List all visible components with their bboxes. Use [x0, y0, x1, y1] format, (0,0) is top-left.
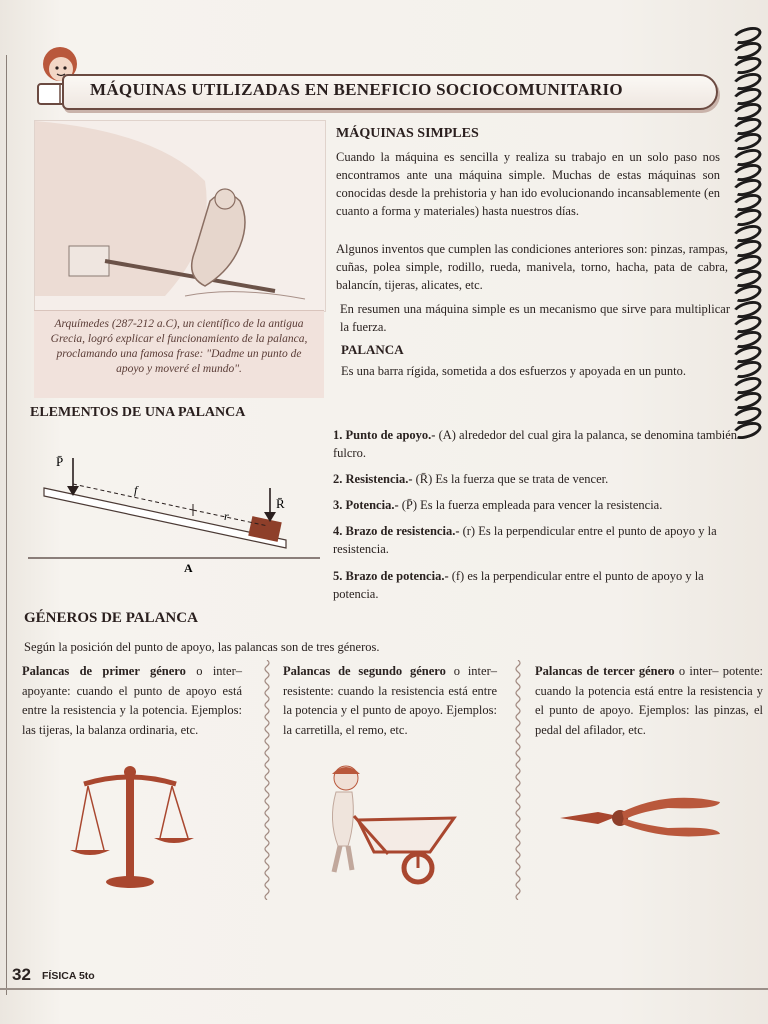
list-item-potencia [333, 496, 743, 514]
genero-head: Palancas de segundo género [283, 664, 446, 678]
label-f: f [134, 483, 138, 497]
balance-scale-icon [66, 762, 196, 892]
genero-head: Palancas de tercer género [535, 664, 675, 678]
lever-bar [44, 488, 286, 548]
list-item-text: (A) alrededor del cual gira la palanca, se denomina también fulcro. [333, 428, 738, 460]
genero-primero [22, 662, 242, 740]
list-item-brazo-resistencia [333, 522, 743, 558]
label-a: A [184, 561, 193, 575]
list-item-head: 2. Resistencia.- [333, 472, 413, 486]
label-r: r [224, 509, 229, 523]
section-title-maquinas-simples: MÁQUINAS SIMPLES [336, 126, 479, 141]
page-number: 32 [12, 965, 31, 984]
genero-text: o inter– potente: cuando la potencia está entre la resistencia y el punto de apoyo. Ejemplos: las pinzas, el pedal del afilador, etc. [535, 664, 763, 737]
footer-book-label: FÍSICA 5to [42, 970, 95, 982]
archimedes-caption: Arquímedes (287-212 a.C), un científico de la antigua Grecia, logró explicar el funcionamiento de la palanca, proclamando una famosa frase: "Dadme un punto de apoyo y moveré el mundo". [34, 310, 324, 398]
label-r-force: R̄ [276, 496, 285, 511]
list-item-brazo-potencia [333, 567, 743, 603]
paragraph-maquinas-3: En resumen una máquina simple es un mecanismo que sirve para multiplicar la fuerza. [340, 302, 730, 334]
label-p: P̄ [56, 454, 64, 469]
pliers-icon [558, 790, 726, 850]
list-item-text: (r) Es la perpendicular entre el punto de apoyo y la resistencia. [333, 524, 717, 556]
list-item-punto-apoyo [333, 426, 743, 462]
genero-segundo [283, 662, 497, 740]
paragraph-maquinas-1: Cuando la máquina es sencilla y realiza su trabajo en un solo paso nos encontramos ante una máquina simple. Muchas de estas máquinas son conocidas desde la prehistoria y han ido evolucionando incansablemente (en cuanto a forma y materiales) hasta nuestros días. [336, 150, 720, 218]
section-title-palanca: PALANCA [341, 342, 404, 357]
list-item-head: 3. Potencia.- [333, 498, 399, 512]
list-item-resistencia [333, 470, 743, 488]
list-item-text: (P̄) Es la fuerza empleada para vencer la resistencia. [398, 498, 663, 512]
list-item-head: 5. Brazo de potencia.- [333, 569, 449, 583]
list-item-text: (R̄) Es la fuerza que se trata de vencer. [412, 472, 609, 486]
page-edge [0, 55, 7, 995]
genero-text: o inter–apoyante: cuando el punto de apoyo está entre la resistencia y la potencia. Ejemplos: las tijeras, la balanza ordinaria, etc. [22, 664, 242, 737]
list-item-head: 1. Punto de apoyo.- [333, 428, 436, 442]
genero-tercero [535, 662, 763, 740]
paragraph-maquinas-2: Algunos inventos que cumplen las condiciones anteriores son: pinzas, rampas, cuñas, polea simple, rodillo, rueda, manivela, torno, hacha, pata de cabra, balancín, tijeras, alicates, etc. [336, 242, 728, 292]
genero-head: Palancas de primer género [22, 664, 186, 678]
section-title-elementos: ELEMENTOS DE UNA PALANCA [30, 405, 246, 420]
page-title: MÁQUINAS UTILIZADAS EN BENEFICIO SOCIOCOMUNITARIO [90, 80, 623, 99]
column-divider [514, 660, 522, 900]
archimedes-illustration [34, 120, 326, 312]
paragraph-generos-intro: Según la posición del punto de apoyo, las palancas son de tres géneros. [24, 640, 380, 654]
section-title-generos: GÉNEROS DE PALANCA [24, 610, 198, 626]
paragraph-palanca: Es una barra rígida, sometida a dos esfuerzos y apoyada en un punto. [341, 364, 687, 378]
wheelbarrow-worker-icon [318, 760, 458, 890]
lever-diagram [28, 448, 328, 578]
spiral-binding [734, 28, 768, 468]
footer-divider [0, 988, 768, 990]
column-divider [263, 660, 271, 900]
genero-text: o inter–resistente: cuando la resistencia está entre la potencia y el punto de apoyo. Ejemplos: la carretilla, el remo, etc. [283, 664, 497, 737]
list-item-head: 4. Brazo de resistencia.- [333, 524, 460, 538]
list-item-text: (f) es la perpendicular entre el punto de apoyo y la potencia. [333, 569, 704, 601]
